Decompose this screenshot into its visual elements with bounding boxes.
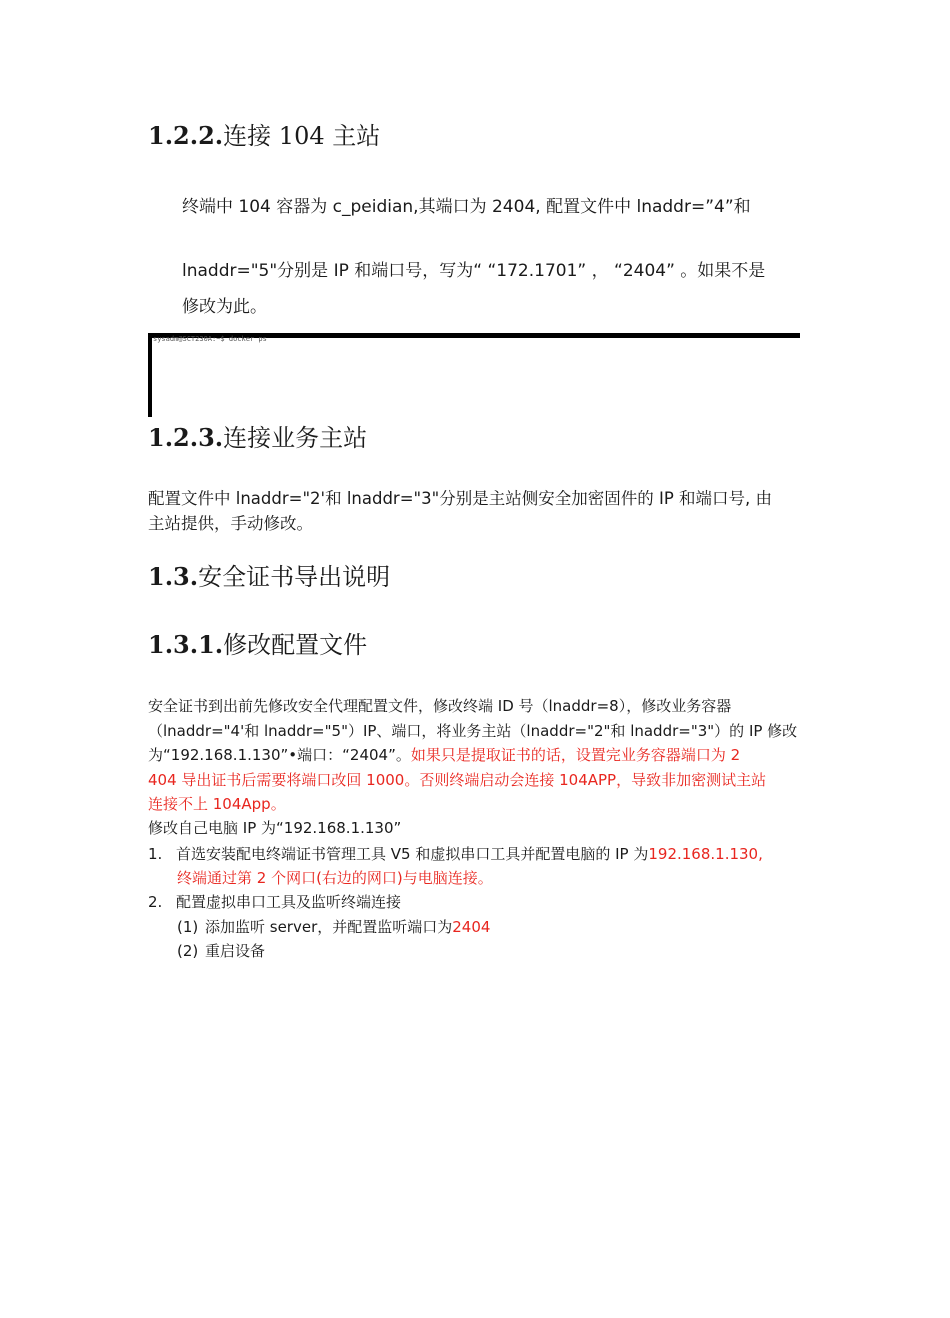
paragraph-line: 安全证书到出前先修改安全代理配置文件，修改终端 ID 号（lnaddr=8），修改业务容器 [148, 697, 732, 715]
list-text: 重启设备 [205, 942, 266, 960]
paragraph-line: （lnaddr="4'和 lnaddr="5"）IP、端口，将业务主站（lnaddr="2"和 lnaddr="3"）的 IP 修改 [148, 722, 798, 740]
paragraph-line: 终端中 104 容器为 c_peidian,其端口为 2404, 配置文件中 lnaddr=”4”和 [182, 197, 751, 217]
heading-title: 连接 104 主站 [223, 122, 381, 150]
terminal-screenshot [148, 333, 800, 417]
heading-title: 修改配置文件 [223, 631, 368, 659]
list-number: 1. [148, 845, 163, 863]
list-text: 首选安装配电终端证书管理工具 V5 和虚拟串口工具并配置电脑的 IP 为 [176, 845, 649, 863]
sub-list-number: (2) [177, 942, 199, 960]
list-item-2 [148, 891, 401, 912]
heading-1-3 [148, 557, 390, 592]
highlight-text: 2404 [452, 918, 491, 936]
paragraph-line: 修改为此。 [182, 297, 267, 317]
terminal-left-border [148, 333, 152, 417]
terminal-command: sysadm@SCT230A:~$ docker ps [153, 335, 267, 343]
heading-title: 安全证书导出说明 [198, 563, 391, 591]
paragraph-line: 主站提供，手动修改。 [148, 514, 313, 533]
heading-number: 1.2.3. [148, 423, 224, 452]
highlight-text: 192.168.1.130, [648, 845, 763, 863]
heading-number: 1.3. [148, 562, 199, 591]
sub-list-number: (1) [177, 918, 199, 936]
heading-1-2-2 [148, 116, 380, 151]
list-text: 添加监听 server，并配置监听端口为 [205, 918, 453, 936]
heading-number: 1.3.1. [148, 630, 224, 659]
sub-list-item-1 [177, 916, 490, 937]
list-number: 2. [148, 893, 163, 911]
heading-title: 连接业务主站 [223, 424, 368, 452]
paragraph-line: lnaddr="5"分别是 IP 和端口号，写为“ “172.1701” ， “2404” 。如果不是 [182, 261, 766, 281]
sub-list-item-2 [177, 940, 265, 961]
paragraph-line: 修改自己电脑 IP 为“192.168.1.130” [148, 819, 402, 837]
paragraph-line: 配置文件中 lnaddr="2'和 lnaddr="3"分别是主站侧安全加密固件的 IP 和端口号, 由 [148, 489, 773, 508]
list-item-1-continuation: 终端通过第 2 个网口(右边的网口)与电脑连接。 [177, 869, 493, 887]
list-item-1 [148, 843, 763, 864]
heading-number: 1.2.2. [148, 121, 224, 150]
highlight-line: 404 导出证书后需要将端口改回 1000。否则终端启动会连接 104APP，导致非加密测试主站 [148, 771, 767, 789]
heading-1-3-1 [148, 625, 367, 660]
highlight-text: 如果只是提取证书的话，设置完业务容器端口为 2 [410, 746, 741, 764]
heading-1-2-3 [148, 418, 367, 453]
list-text: 配置虚拟串口工具及监听终端连接 [176, 893, 402, 911]
paragraph-text: 为“192.168.1.130”•端口：“2404”。 [148, 746, 411, 764]
paragraph-line [148, 744, 740, 765]
highlight-line: 连接不上 104App。 [148, 795, 286, 813]
